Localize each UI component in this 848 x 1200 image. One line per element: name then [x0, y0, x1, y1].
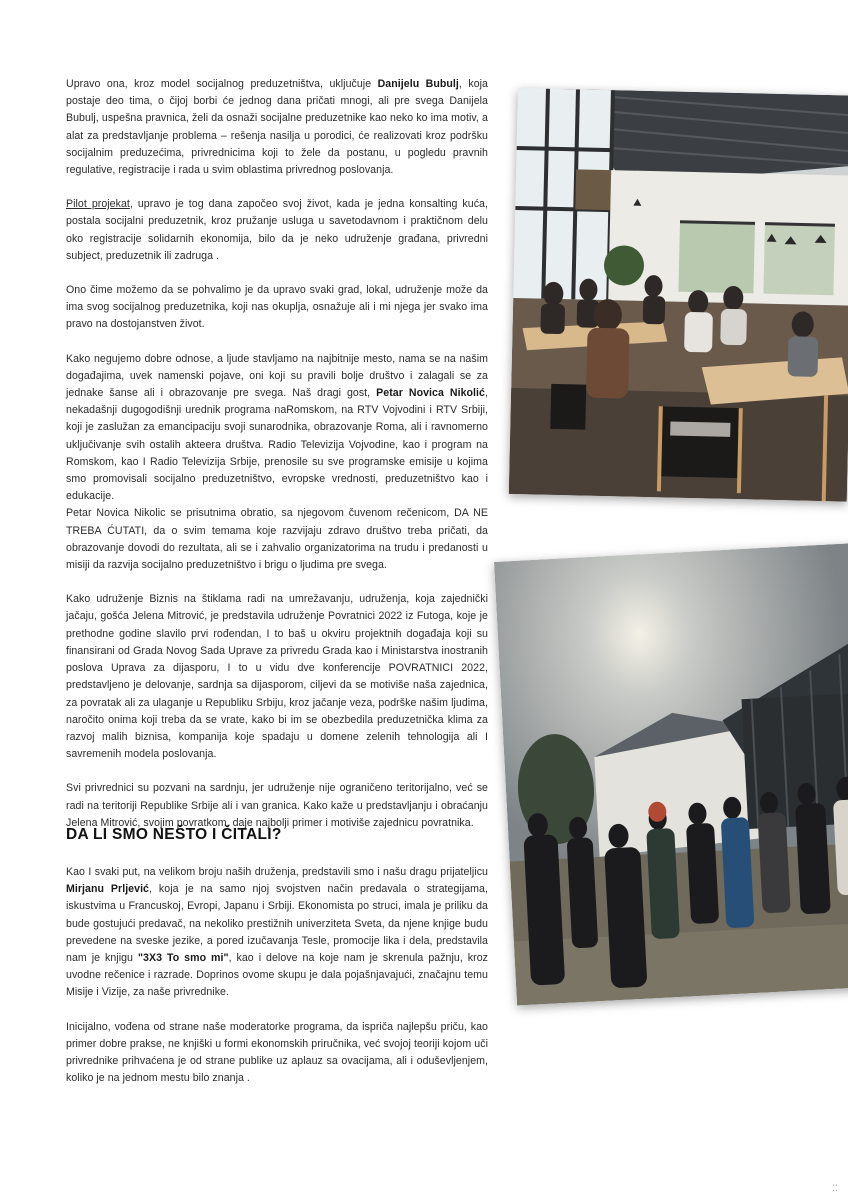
article-column-bottom [66, 864, 488, 1104]
outdoor-gathering-photo [494, 543, 848, 1006]
name-bold: Petar Novica Nikolić [376, 387, 485, 400]
article-column-top [66, 76, 488, 849]
page-corner-mark: ⁚⁚ [832, 1184, 838, 1194]
book-title-bold: "3X3 To smo mi" [137, 952, 229, 965]
paragraph-3: Ono čime možemo da se pohvalimo je da upravo svaki grad, lokal, udruženje može da ima svog socijalnog preduzetnika, koji nas okuplja, osnažuje ali i mi njega jer svako ima pravo na dostojanstven život. [66, 284, 488, 331]
restaurant-photo-image [509, 88, 848, 502]
text: Kao I svaki put, na velikom broju naših druženja, predstavili smo i našu dragu prijateljicu [66, 866, 488, 878]
outdoor-photo-image [494, 543, 848, 1006]
paragraph-6: Svi privrednici su pozvani na sardnju, jer udruženje nije ograničeno teritorijalno, već se radi na teritoriji Republike Srbije ali i van granica. Kako kaže u predstavljanju i obraćanju Jelena Mitrović, svojim povratkom, daje najbolji primer i motiviše zajednicu povratnika. [66, 782, 488, 829]
paragraph-8: Inicijalno, vođena od strane naše moderatorke programa, da ispriča najlepšu priču, kao primer dobre prakse, ne knjiški u formi ekonomskih priručnika, već svojoj teoriji kojom uči privrednike prihvaćena je od strane publike uz aplauz sa ovacijama, ali i oduševljenjem, koliko je na jednom mestu bilo znanja . [66, 1020, 488, 1085]
text: Kako negujemo dobre odnose, a ljude stavljamo na najbitnije mesto, nama se na našim događajima, uvek namenski pojave, oni koji su pravili bolje društvo i zalagali se za jednake šanse ali i obrazovanje pre svega. Naš dragi gost, [66, 352, 488, 400]
underlined-term: Pilot projekat [66, 198, 130, 211]
paragraph-5: Kako udruženje Biznis na štiklama radi na umrežavanju, udruženja, koja zajednički jačaju, gošća Jelena Mitrović, je predstavila udruženje Povratnici 2022 iz Futoga, koje je prethodne godine slavilo prvi rođendan, I to baš u okviru projektnih događaja koji su finansirani od Grada Novog Sada Uprave za privredu Grada kao i Ministarstva inostranih poslova Uprava za dijasporu, I to u vidu dve konferencije POVRATNICI 2022, predstavljeno je delovanje, sardnja sa dijasporom, ciljevi da se motiviše naša zajednica, za povratak ali za ulaganje u Republiku Srbiju, kroz jačanje veza, podrške našim ljudima, naročito onima koji treba da se vrate, kako bi im se obezbedila preduzetnička klima za razvoj malih biznisa, kompanija koje spadaju u domene zelenih tehnologija ali I savremenih modela poslovanja. [66, 593, 488, 761]
paragraph-7 [66, 864, 488, 1002]
paragraph-4b: Petar Novica Nikolic se prisutnima obratio, sa njegovom čuvenom rečenicom, DA NE TREBA ĆUTATI, da o svim temama koje razvijaju zdravo društvo treba pričati, da obrazovanje dovodi do rezultata, ali se i zahvalio organizatorima na trudu i predanosti u misiji da razvija socijalno preduzetništvo i brigu o ljudima pre svega. [66, 507, 488, 572]
text: , upravo je tog dana započeo svoj život, kada je jedna konsalting kuća, postala socijalni preduzetnik, kroz pružanje usluga u savetodavnom i praktičnom delu oko registracije solidarnih ekonomija, bilo da je neko udruženje građana, privredni subject, preduzetnik ili zadruga . [66, 198, 488, 262]
text: , kao i delove na koje nam je skrenula pažnju, kroz uvodne rečenice i razrade. Doprinos ovome skupu je dala pojašnjavajući, značajnu temu Misije i Vizije, za naše privrednike. [66, 952, 488, 999]
paragraph-4 [66, 351, 488, 506]
section-heading: DA LI SMO NEŠTO I ČITALI? [66, 826, 282, 843]
restaurant-meeting-photo [509, 88, 848, 502]
paragraph-1 [66, 76, 488, 179]
name-bold: Danijelu Bubulj [377, 78, 459, 90]
text: , koja postaje deo tima, o čijoj borbi će jednog dana pričati mnogi, ali pre svega Danijela Bubulj, uspešna pravnica, želi da osnaži socijalne preduzetnike kao neko ko ima motiv, a alat za predstavljanje problema – rešenja nasilja u porodici, će realizovati kroz podršku socijalnim preduzećima, privrednicima koji to žele da postanu, u pogledu pravnih regulative, registracije i rada u svim oblastima privrednog poslovanja. [66, 78, 488, 177]
text: Upravo ona, kroz model socijalnog preduzetništva, uključuje [66, 78, 378, 90]
text: , koja je na samo njoj svojstven način predavala o strategijama, iskustvima u Francuskoj, Evropi, Japanu i Srbiji. Ekonomista po struci, imala je priliku da bude gostujući predavač, na nekoliko prestižnih univerziteta Sveta, da njene knjige budu prevedene na sveske jezike, a pored izučavanja Tesle, promocije lika i dela, predstavila nam je knjigu [66, 883, 488, 965]
text: , nekadašnji dugogodišnji urednik programa naRomskom, na RTV Vojvodini i RTV Srbiji, koji je zaslužan za emancipaciju svoji sunarodnika, obrazovanje Roma, ali i ravnomerno uključivanje svih ostalih akteera društva. Radio Televizija Vojvodine, kao i program na Romskom, kao I Radio Televizija Srbije, prenosile su sve programske emisije u kojima smo promovisali socijalno preduzetništvo, evropske vrednosti, preduzetništvo kao i edukacije. [66, 387, 488, 503]
paragraph-2 [66, 196, 488, 265]
name-bold: Mirjanu Prljević [66, 883, 150, 896]
